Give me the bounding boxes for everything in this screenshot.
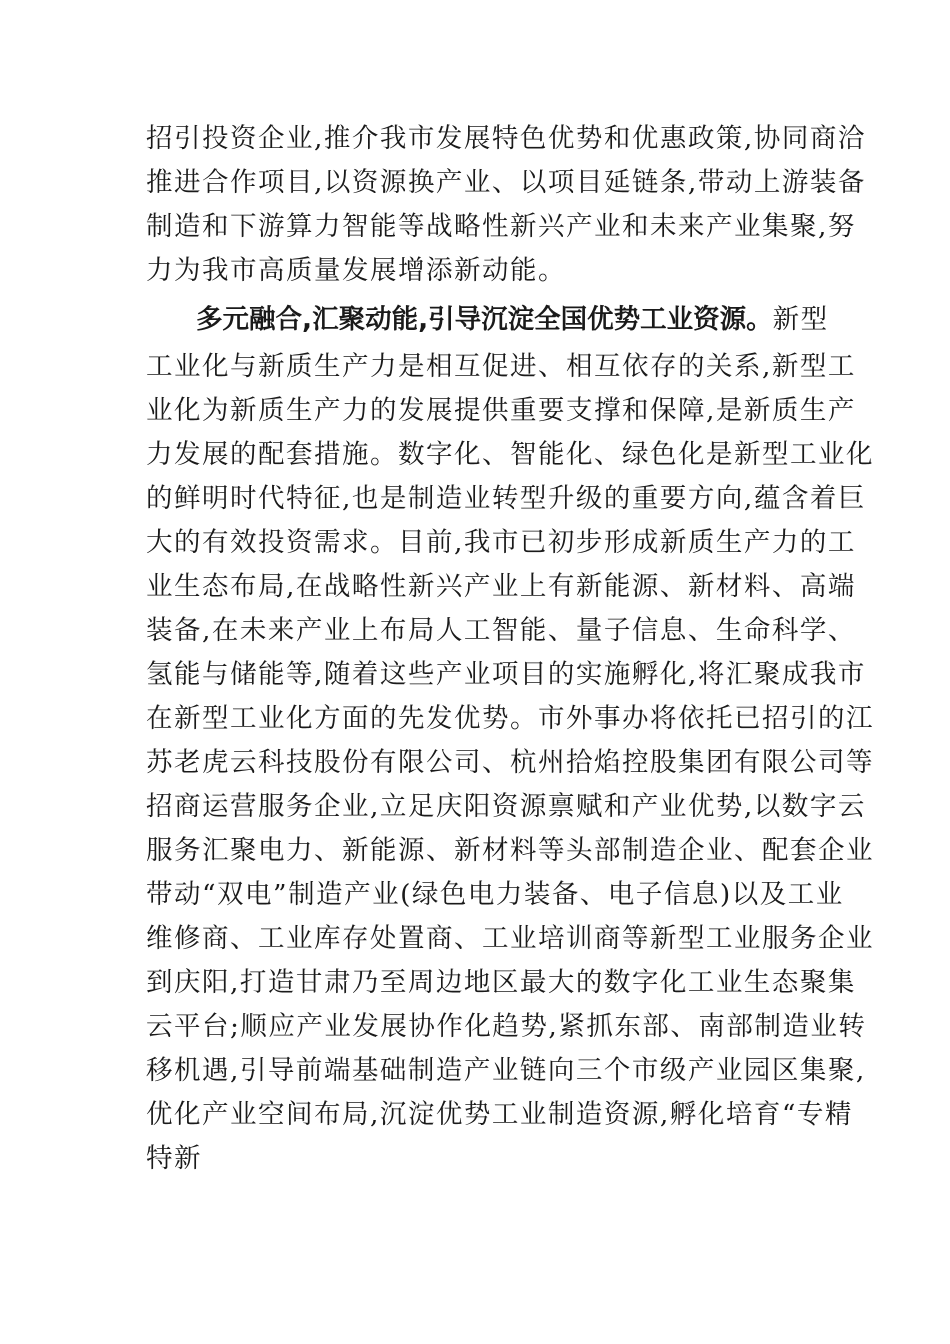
paragraph-2-line-9: 氢能与储能等,随着这些产业项目的实施孵化,将汇聚成我市 xyxy=(146,659,866,690)
paragraph-2-line-14: 带动“双电”制造产业(绿色电力装备、电子信息)以及工业 xyxy=(146,879,844,910)
paragraph-2-line-4: 力发展的配套措施。数字化、智能化、绿色化是新型工业化 xyxy=(146,439,874,470)
paragraph-2-line-10: 在新型工业化方面的先发优势。市外事办将依托已招引的江 xyxy=(146,703,874,734)
paragraph-2-line-8: 装备,在未来产业上布局人工智能、量子信息、生命科学、 xyxy=(146,615,856,646)
paragraph-2-line-15: 维修商、工业库存处置商、工业培训商等新型工业服务企业 xyxy=(146,923,874,954)
paragraph-1-line-1: 招引投资企业,推介我市发展特色优势和优惠政策,协同商洽 xyxy=(146,123,866,154)
paragraph-2-line-3: 业化为新质生产力的发展提供重要支撑和保障,是新质生产 xyxy=(146,395,856,426)
section-heading: 多元融合,汇聚动能,引导沉淀全国优势工业资源。 xyxy=(196,304,773,335)
paragraph-2-line-1-rest: 新型 xyxy=(772,304,829,335)
paragraph-2-line-18: 移机遇,引导前端基础制造产业链向三个市级产业园区集聚, xyxy=(146,1055,866,1086)
paragraph-2-line-11: 苏老虎云科技股份有限公司、杭州拾焰控股集团有限公司等 xyxy=(146,747,874,778)
paragraph-1-line-2: 推进合作项目,以资源换产业、以项目延链条,带动上游装备 xyxy=(146,167,866,198)
paragraph-2-line-17: 云平台;顺应产业发展协作化趋势,紧抓东部、南部制造业转 xyxy=(146,1011,867,1042)
paragraph-2-line-1 xyxy=(196,300,829,340)
paragraph-2-line-13: 服务汇聚电力、新能源、新材料等头部制造企业、配套企业 xyxy=(146,835,874,866)
paragraph-2-line-16: 到庆阳,打造甘肃乃至周边地区最大的数字化工业生态聚集 xyxy=(146,967,856,998)
paragraph-2-line-7: 业生态布局,在战略性新兴产业上有新能源、新材料、高端 xyxy=(146,571,856,602)
paragraph-2-line-6: 大的有效投资需求。目前,我市已初步形成新质生产力的工 xyxy=(146,527,856,558)
paragraph-1-line-3: 制造和下游算力智能等战略性新兴产业和未来产业集聚,努 xyxy=(146,211,856,242)
paragraph-2-line-12: 招商运营服务企业,立足庆阳资源禀赋和产业优势,以数字云 xyxy=(146,791,866,822)
paragraph-2-line-5: 的鲜明时代特征,也是制造业转型升级的重要方向,蕴含着巨 xyxy=(146,483,866,514)
paragraph-2-line-20: 特新 xyxy=(146,1143,202,1174)
paragraph-2-line-19: 优化产业空间布局,沉淀优势工业制造资源,孵化培育“专精 xyxy=(146,1099,853,1130)
paragraph-1-line-4: 力为我市高质量发展增添新动能。 xyxy=(146,255,566,286)
paragraph-2-line-2: 工业化与新质生产力是相互促进、相互依存的关系,新型工 xyxy=(146,351,856,382)
